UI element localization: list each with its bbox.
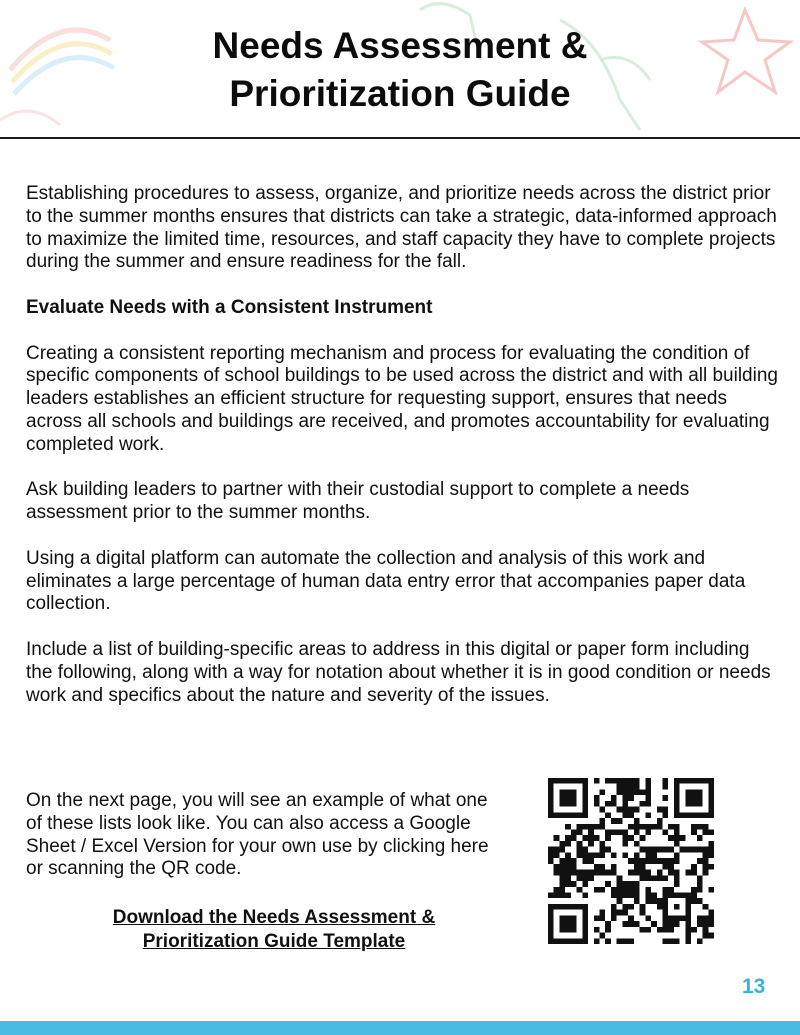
page-title bbox=[0, 22, 800, 118]
header-divider bbox=[0, 137, 800, 139]
paragraph-3: Using a digital platform can automate the collection and analysis of this work and eliminates a large percentage of human data entry error that accompanies paper data collection. bbox=[26, 547, 746, 615]
footer-bar bbox=[0, 1021, 800, 1035]
title-line-1: Needs Assessment & bbox=[212, 25, 588, 66]
qr-description bbox=[26, 790, 496, 881]
paragraph-4: Include a list of building-specific areas to address in this digital or paper form including the following, along with a way for notation about whether it is in good condition or needs work and specifics about the nature and severity of the issues. bbox=[26, 638, 771, 706]
page-number: 13 bbox=[742, 975, 766, 998]
title-line-2: Prioritization Guide bbox=[229, 73, 571, 114]
intro-paragraph: Establishing procedures to assess, organize, and prioritize needs across the district prior to the summer months ensures that districts can take a strategic, data-informed approach to maximize the limited time, resources, and staff capacity they have to complete projects during the summer and ensure readiness for the fall. bbox=[26, 183, 777, 273]
download-link-line-1: Download the Needs Assessment & bbox=[112, 907, 436, 928]
main-content bbox=[26, 183, 778, 730]
paragraph-5: On the next page, you will see an example of what one of these lists look like. You can also access a Google Sheet / Excel Version for your own use by clicking here or scanning the QR code. bbox=[26, 790, 489, 880]
download-template-link[interactable] bbox=[60, 906, 488, 954]
page-header bbox=[0, 0, 800, 138]
section-heading: Evaluate Needs with a Consistent Instrument bbox=[26, 296, 433, 318]
paragraph-1: Creating a consistent reporting mechanism and process for evaluating the condition of specific components of school buildings to be used across the district and with all building leaders establishes an efficient structure for requesting support, ensures that needs across all schools and buildings are received, and promotes accountability for evaluating completed work. bbox=[26, 342, 778, 455]
paragraph-2: Ask building leaders to partner with their custodial support to complete a needs assessment prior to the summer months. bbox=[26, 479, 690, 524]
download-link-line-2: Prioritization Guide Template bbox=[142, 931, 406, 952]
qr-code-icon[interactable] bbox=[548, 778, 714, 944]
